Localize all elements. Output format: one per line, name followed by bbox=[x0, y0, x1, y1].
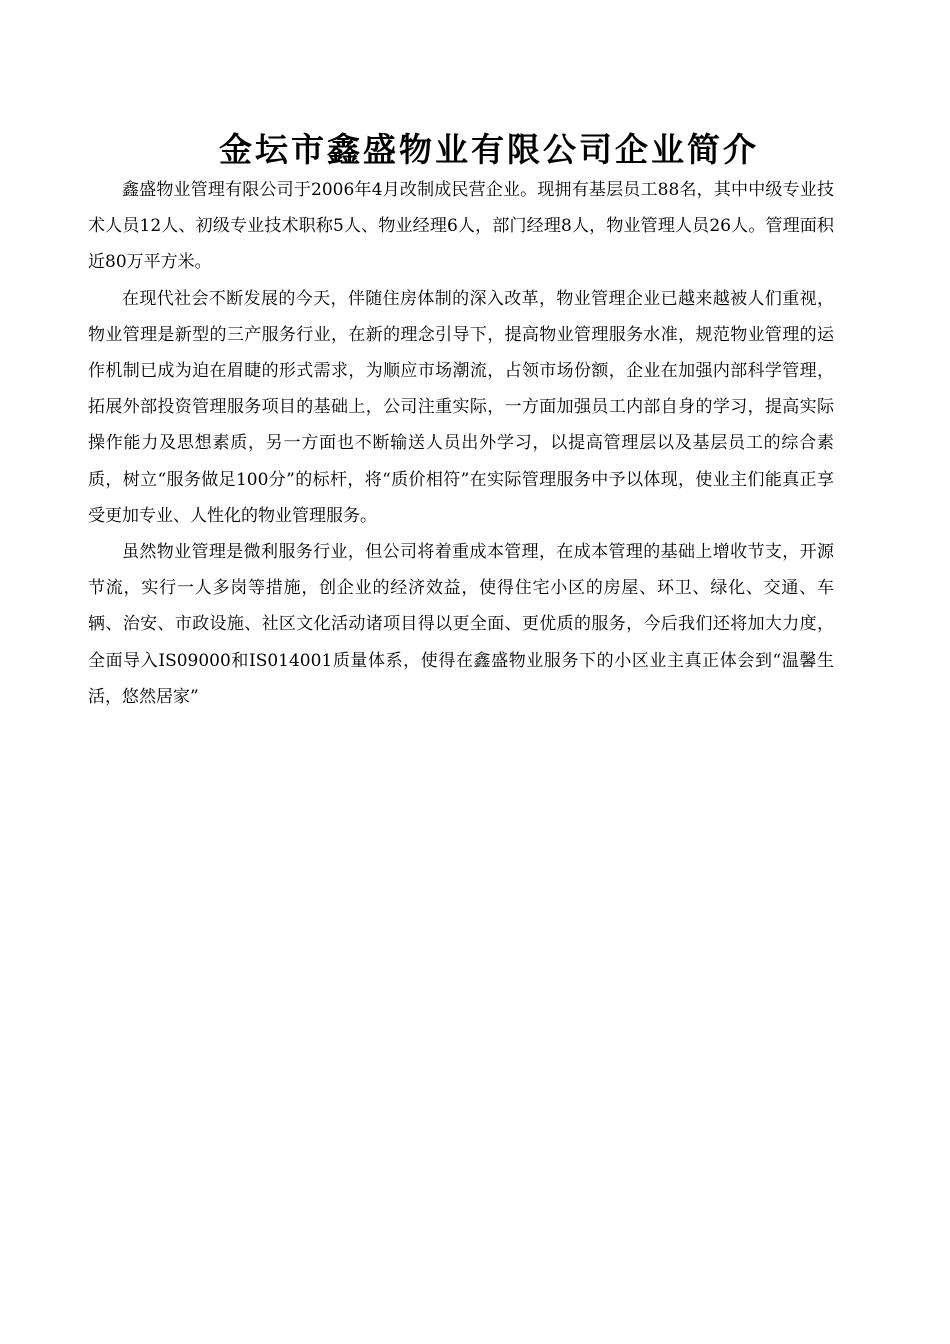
document-title: 金坛市鑫盛物业有限公司企业简介 bbox=[219, 130, 759, 169]
paragraph-management-development: 在现代社会不断发展的今天，伴随住房体制的深入改革，物业管理企业已越来越被人们重视，物业管理是新型的三产服务行业，在新的理念引导下，提高物业管理服务水准，规范物业管理的运作机制已成为迫在眉睫的形式需求，为顺应市场潮流，占领市场份额，企业在加强内部科学管理，拓展外部投资管理服务项目的基础上，公司注重实际，一方面加强员工内部自身的学习，提高实际操作能力及思想素质，另一方面也不断输送人员出外学习，以提高管理层以及基层员工的综合素质，树立“服务做足100分”的标杆，将“质价相符”在实际管理服务中予以体现，使业主们能真正享受更加专业、人性化的物业管理服务。 bbox=[88, 288, 834, 526]
paragraph-cost-management: 虽然物业管理是微利服务行业，但公司将着重成本管理，在成本管理的基础上增收节支，开源节流，实行一人多岗等措施，创企业的经济效益，使得住宅小区的房屋、环卫、绿化、交通、车辆、治安、市政设施、社区文化活动诸项目得以更全面、更优质的服务，今后我们还将加大力度，全面导入IS09000和IS014001质量体系，使得在鑫盛物业服务下的小区业主真正体会到“温馨生活，悠然居家” bbox=[88, 542, 834, 707]
paragraph-company-overview: 鑫盛物业管理有限公司于2006年4月改制成民营企业。现拥有基层员工88名，其中中级专业技术人员12人、初级专业技术职称5人、物业经理6人，部门经理8人，物业管理人员26人。管理面积近80万平方米。 bbox=[88, 180, 834, 273]
document-body bbox=[88, 172, 834, 715]
